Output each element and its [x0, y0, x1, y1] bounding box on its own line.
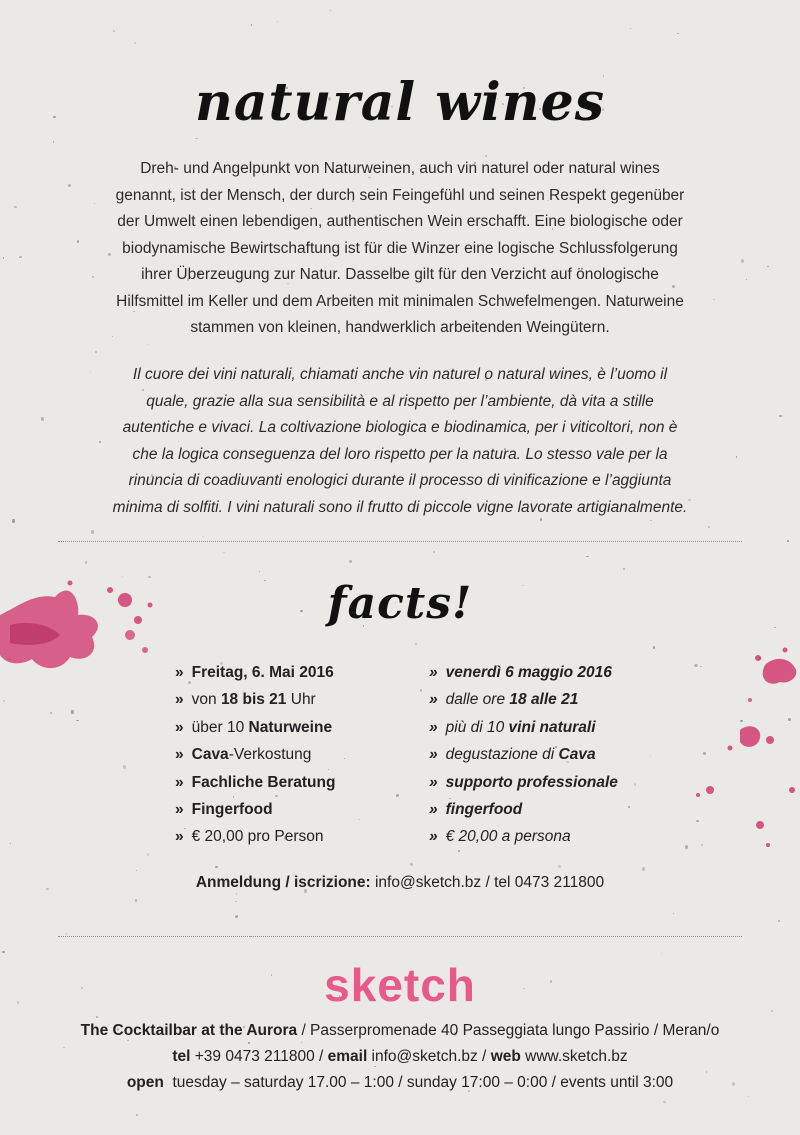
fact-item	[429, 686, 618, 713]
email-label: email	[327, 1048, 368, 1065]
bullet-chevron-icon: »	[175, 828, 184, 846]
bullet-chevron-icon: »	[429, 664, 438, 681]
fact-text-bold: Freitag, 6. Mai 2016	[191, 664, 334, 681]
bullet-chevron-icon: »	[175, 664, 184, 681]
fact-item	[175, 823, 335, 850]
intro-paragraph-de: Dreh- und Angelpunkt von Naturweinen, auch vin naturel oder natural wines genannt, ist der Mensch, der durch sein Feingefühl und seinen Respekt gegenüber der Umwelt einen lebendigen, authentischen Wein erschafft. Eine biologische oder biodynamische Bewirtschaftung ist für die Winzer eine logische Schlussfolgerung ihrer Überzeugung zur Natur. Dasselbe gilt für den Verzicht auf önologische Hilfsmittel im Keller und dem Arbeiten mit minimalen Schwefelmengen. Naturweine stammen von kleinen, handwerklich arbeitenden Weingütern.	[115, 160, 685, 336]
venue-address: / Passerpromenade 40 Passeggiata lungo Passirio / Meran/o	[297, 1022, 720, 1039]
bullet-chevron-icon: »	[429, 718, 438, 736]
fact-item	[175, 714, 335, 741]
registration-contact: info@sketch.bz / tel 0473 211800	[370, 874, 605, 891]
fact-text-post: Uhr	[286, 691, 316, 709]
fact-item	[175, 796, 335, 823]
fact-text-bold: fingerfood	[445, 801, 523, 819]
facts-list-it	[429, 659, 618, 851]
fact-text-bold: 18 alle 21	[509, 691, 579, 709]
fact-text-bold: Fachliche Beratung	[191, 773, 336, 791]
fact-item	[429, 769, 618, 796]
fact-text-bold: supporto professionale	[445, 773, 618, 791]
footer-contact	[0, 1048, 800, 1066]
fact-text-pre: € 20,00 a persona	[445, 828, 571, 846]
facts-title: facts!	[327, 578, 473, 629]
bullet-chevron-icon: »	[429, 746, 438, 764]
bullet-chevron-icon: »	[175, 801, 184, 819]
fact-text-pre: degustazione di	[445, 746, 559, 764]
fact-item	[429, 714, 618, 741]
fact-item	[175, 769, 335, 796]
sketch-logo: sketch	[324, 959, 476, 1011]
divider	[58, 936, 742, 937]
fact-item	[429, 741, 618, 768]
opening-hours: tuesday – saturday 17.00 – 1:00 / sunday 17:00 – 0:00 / events until 3:00	[163, 1074, 674, 1091]
fact-item	[429, 823, 618, 850]
divider	[58, 541, 742, 542]
fact-text-pre: dalle ore	[445, 691, 510, 709]
fact-item	[429, 659, 618, 686]
bullet-chevron-icon: »	[175, 691, 184, 709]
fact-text-bold: Naturweine	[248, 718, 333, 736]
fact-text-pre: über 10	[191, 718, 249, 736]
fact-text-pre: von	[191, 691, 221, 709]
tel-value: +39 0473 211800 /	[190, 1048, 328, 1065]
bullet-chevron-icon: »	[429, 828, 438, 846]
page-title: natural wines	[195, 72, 605, 133]
registration-label: Anmeldung / iscrizione:	[195, 874, 371, 891]
bullet-chevron-icon: »	[429, 773, 438, 791]
open-label: open	[126, 1074, 164, 1091]
footer-hours	[0, 1074, 800, 1092]
fact-text-bold: Cava	[191, 746, 229, 764]
facts-list-de	[175, 659, 335, 851]
bullet-chevron-icon: »	[429, 801, 438, 819]
wine-splash-right	[650, 640, 800, 860]
fact-text-post: -Verkostung	[228, 746, 312, 764]
bullet-chevron-icon: »	[175, 718, 184, 736]
email-value: info@sketch.bz /	[367, 1048, 491, 1065]
fact-text-bold: 18 bis 21	[220, 691, 287, 709]
fact-text-bold: vini naturali	[508, 718, 596, 736]
intro-paragraph-it: Il cuore dei vini naturali, chiamati anche vin naturel o natural wines, è l’uomo il quale, grazie alla sua sensibilità e al rispetto per l’ambiente, dà vita a stille autentiche e vivaci. La coltivazione biologica e biodinamica, per i viticoltori, non è che la logica conseguenza del loro rispetto per la natura. Lo stesso vale per la rinuncia di coadiuvanti enologici durante il processo di vinificazione e l’aggiunta minima di solfiti. I vini naturali sono il frutto di piccole vigne lavorate artigianalmente.	[112, 366, 688, 516]
tel-label: tel	[172, 1048, 191, 1065]
fact-item	[175, 686, 335, 713]
bullet-chevron-icon: »	[175, 773, 184, 791]
fact-text-bold: Cava	[558, 746, 596, 764]
bullet-chevron-icon: »	[429, 691, 438, 709]
registration-line	[0, 874, 800, 892]
bullet-chevron-icon: »	[175, 746, 184, 764]
web-label: web	[490, 1048, 521, 1065]
fact-text-pre: più di 10	[445, 718, 509, 736]
web-value: www.sketch.bz	[520, 1048, 628, 1065]
footer-address	[0, 1022, 800, 1040]
fact-text-pre: € 20,00 pro Person	[191, 828, 324, 846]
fact-item	[175, 659, 335, 686]
venue-name: The Cocktailbar at the Aurora	[80, 1022, 298, 1039]
fact-text-bold: Fingerfood	[191, 801, 273, 819]
fact-item	[429, 796, 618, 823]
fact-text-bold: venerdì 6 maggio 2016	[445, 664, 612, 681]
fact-item	[175, 741, 335, 768]
